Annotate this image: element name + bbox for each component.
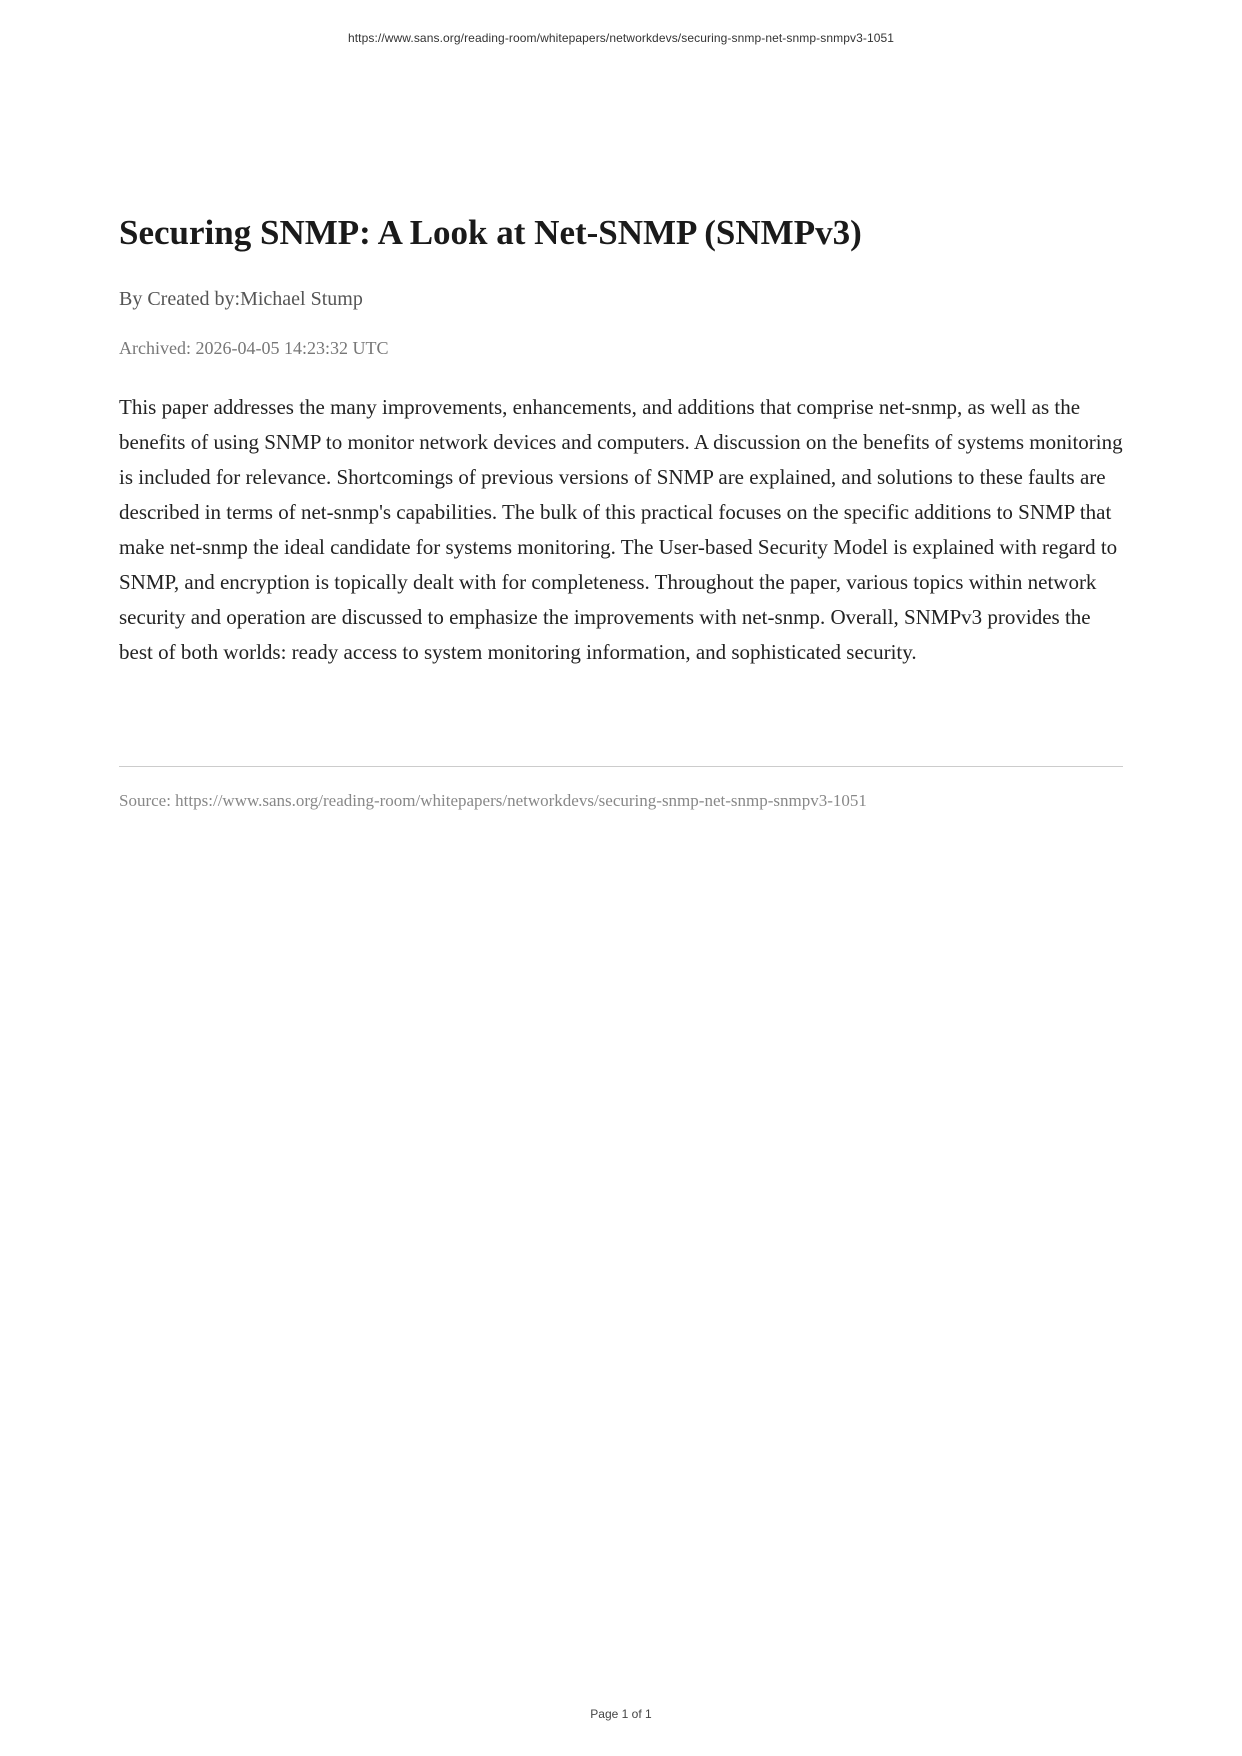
page-number: Page 1 of 1 bbox=[590, 1707, 652, 1721]
article-byline: By Created by:Michael Stump bbox=[119, 288, 363, 310]
divider bbox=[119, 766, 1123, 767]
archived-timestamp: Archived: 2026-04-05 14:23:32 UTC bbox=[119, 338, 389, 358]
article-content bbox=[119, 210, 1123, 810]
article-abstract: This paper addresses the many improvements, enhancements, and additions that comprise net-snmp, as well as the benefits of using SNMP to monitor network devices and computers. A discussion on the benefits of systems monitoring is included for relevance. Shortcomings of previous versions of SNMP are explained, and solutions to these faults are described in terms of net-snmp's capabilities. The bulk of this practical focuses on the specific additions to SNMP that make net-snmp the ideal candidate for systems monitoring. The User-based Security Model is explained with regard to SNMP, and encryption is topically dealt with for completeness. Throughout the paper, various topics within network security and operation are discussed to emphasize the improvements with net-snmp. Overall, SNMPv3 provides the best of both worlds: ready access to system monitoring information, and sophisticated security. bbox=[119, 395, 1123, 664]
article-title: Securing SNMP: A Look at Net-SNMP (SNMPv3) bbox=[119, 213, 862, 252]
header-url: https://www.sans.org/reading-room/whitepapers/networkdevs/securing-snmp-net-snmp-snmpv3-1051 bbox=[347, 31, 895, 45]
source-link[interactable]: Source: https://www.sans.org/reading-room/whitepapers/networkdevs/securing-snmp-net-snmp-snmpv3-1051 bbox=[119, 791, 867, 810]
